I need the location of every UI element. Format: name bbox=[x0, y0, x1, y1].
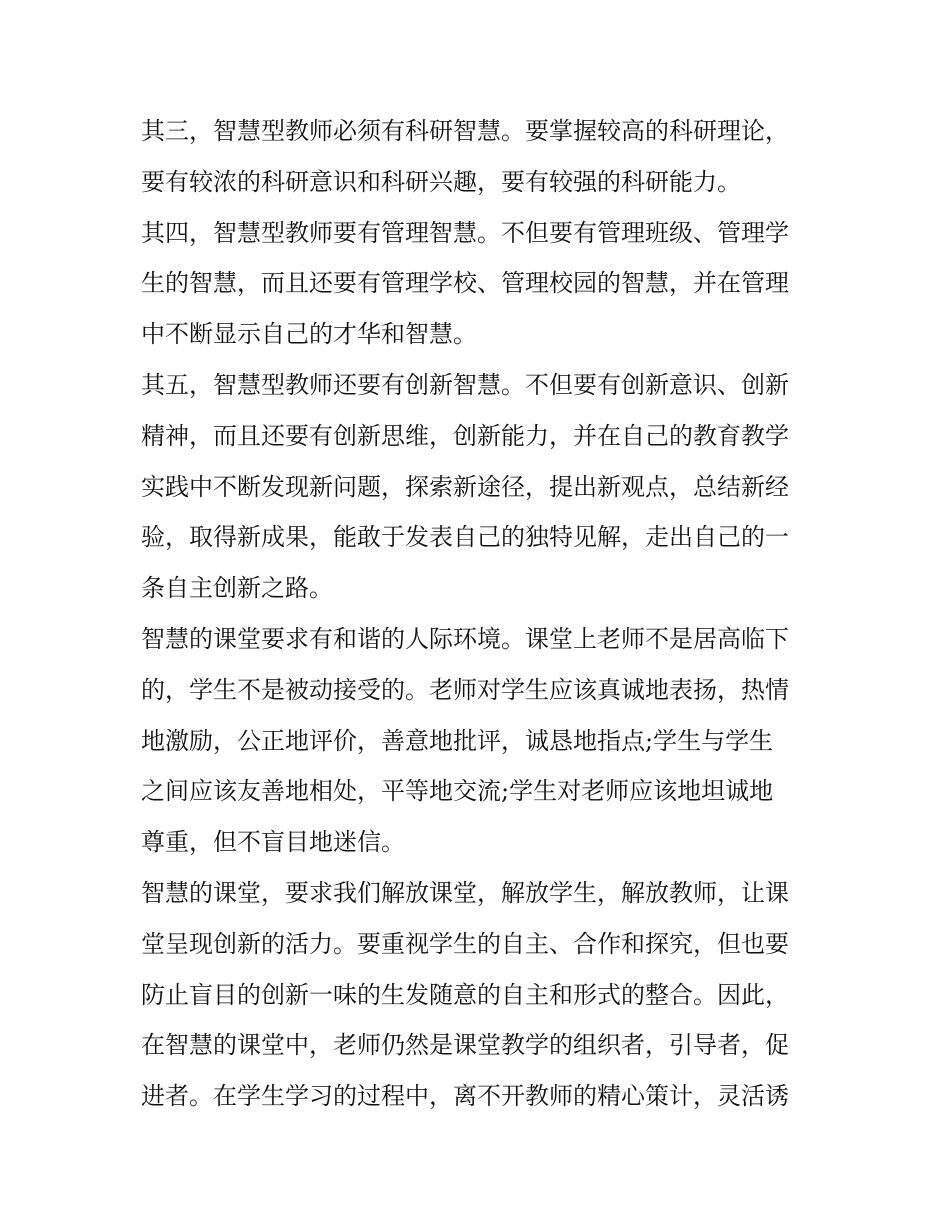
text-line: 要有较浓的科研意识和科研兴趣，要有较强的科研能力。 bbox=[141, 167, 741, 196]
text-line: 验，取得新成果，能敢于发表自己的独特见解，走出自己的一 bbox=[141, 523, 789, 552]
text-line: 智慧的课堂，要求我们解放课堂，解放学生，解放教师，让课 bbox=[141, 878, 789, 907]
text-line: 生的智慧，而且还要有管理学校、管理校园的智慧，并在管理 bbox=[141, 269, 789, 298]
text-line: 条自主创新之路。 bbox=[141, 574, 333, 603]
text-line: 其五，智慧型教师还要有创新智慧。不但要有创新意识、创新 bbox=[141, 370, 789, 399]
text-line: 其三，智慧型教师必须有科研智慧。要掌握较高的科研理论， bbox=[141, 117, 789, 145]
text-line: 智慧的课堂要求有和谐的人际环境。课堂上老师不是居高临下 bbox=[141, 624, 789, 653]
text-line: 地激励，公正地评价，善意地批评，诚恳地指点;学生与学生 bbox=[141, 726, 774, 755]
text-line: 实践中不断发现新问题，探索新途径，提出新观点，总结新经 bbox=[141, 472, 789, 501]
text-line: 其四，智慧型教师要有管理智慧。不但要有管理班级、管理学 bbox=[141, 218, 789, 247]
text-line: 精神，而且还要有创新思维，创新能力，并在自己的教育教学 bbox=[141, 421, 789, 450]
text-line: 堂呈现创新的活力。要重视学生的自主、合作和探究，但也要 bbox=[141, 929, 789, 958]
text-line: 的，学生不是被动接受的。老师对学生应该真诚地表扬，热情 bbox=[141, 675, 789, 704]
text-line: 在智慧的课堂中，老师仍然是课堂教学的组织者，引导者，促 bbox=[141, 1031, 789, 1060]
text-line: 防止盲目的创新一味的生发随意的自主和形式的整合。因此， bbox=[141, 980, 789, 1009]
text-line: 中不断显示自己的才华和智慧。 bbox=[141, 320, 477, 349]
text-line: 进者。在学生学习的过程中，离不开教师的精心策计，灵活诱 bbox=[141, 1082, 789, 1111]
text-line: 之间应该友善地相处，平等地交流;学生对老师应该地坦诚地 bbox=[141, 777, 774, 806]
text-line: 尊重，但不盲目地迷信。 bbox=[141, 828, 405, 857]
body-text bbox=[141, 106, 821, 1122]
